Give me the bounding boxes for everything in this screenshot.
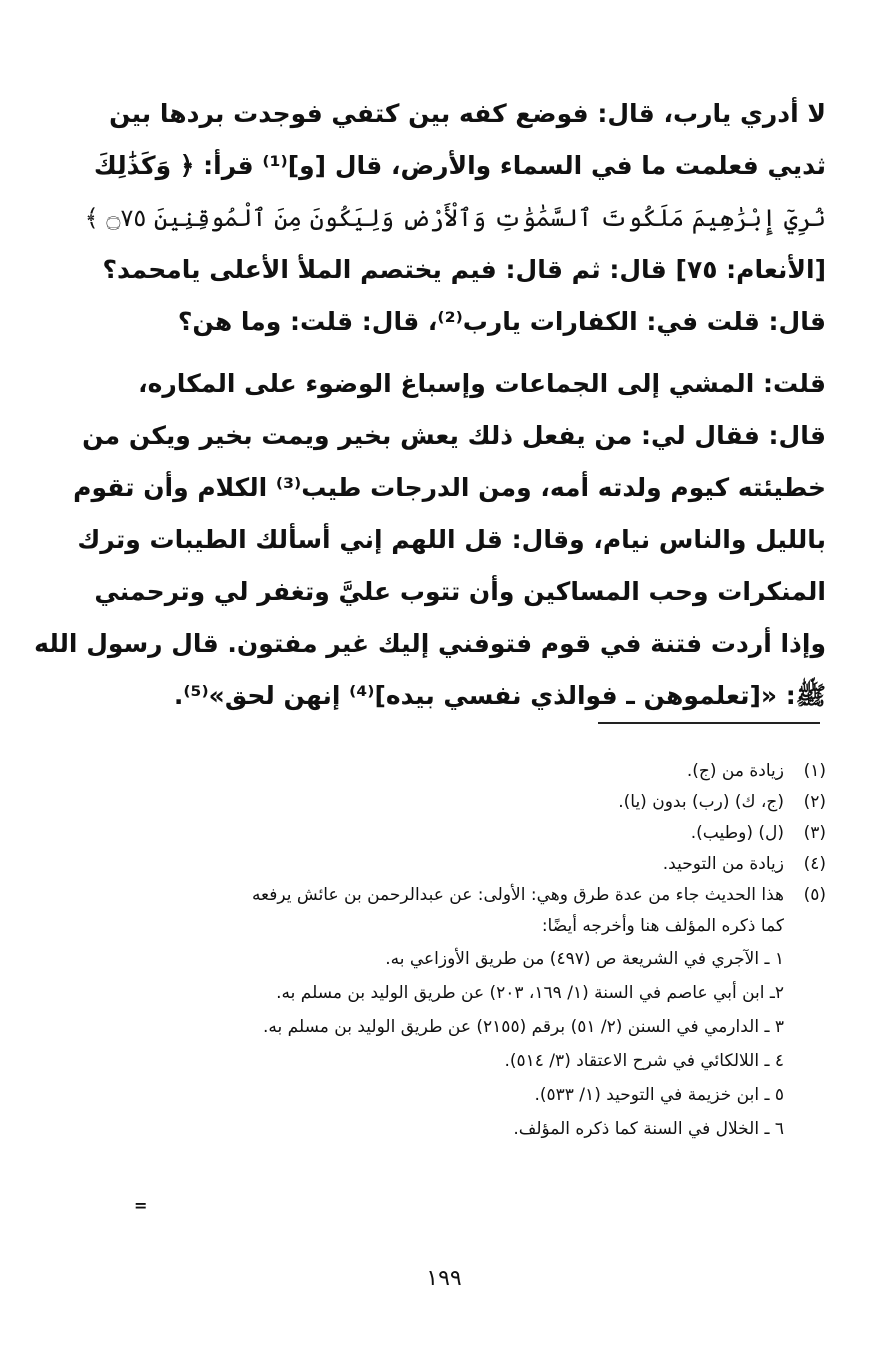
source-item: ١ ـ الآجري في الشريعة ص (٤٩٧) من طريق الأوزاعي به. xyxy=(385,949,784,969)
continuation-mark: = xyxy=(134,1196,148,1215)
page-number: ١٩٩ xyxy=(426,1266,462,1291)
text-line: لا أدري يارب، قال: فوضع كفه بين كتفي فوجدت بردها بين xyxy=(109,99,826,128)
footnote-number: (٣) xyxy=(803,823,826,843)
text-line: وإذا أردت فتنة في قوم فتوفني إليك غير مفتون. قال رسول الله xyxy=(34,629,826,658)
footnote-text: (ل) (وطيب). xyxy=(690,823,784,843)
source-item: ٤ ـ اللالكائي في شرح الاعتقاد (٣/ ٥١٤). xyxy=(504,1051,784,1071)
footnote xyxy=(126,787,826,818)
footnote-number: (٤) xyxy=(803,854,826,874)
footnotes xyxy=(126,756,826,1146)
text-line: ثديي فعلمت ما في السماء والأرض، قال [و]⁽¹⁾ قرأ: ﴿ وَكَذَٰلِكَ xyxy=(93,151,826,180)
footnote xyxy=(126,880,826,942)
text-line: [الأنعام: ٧٥] قال: ثم قال: فيم يختصم الملأ الأعلى يامحمد؟ xyxy=(102,255,826,284)
footnote-text-block xyxy=(126,880,784,942)
source-list xyxy=(126,942,826,1146)
footnote-text: كما ذكره المؤلف هنا وأخرجه أيضًا: xyxy=(541,916,784,936)
paragraph-1 xyxy=(84,88,826,348)
text-line: المنكرات وحب المساكين وأن تتوب عليَّ وتغفر لي وترحمني xyxy=(94,577,826,606)
footnote-number: (٥) xyxy=(803,885,826,905)
source-item: ٦ ـ الخلال في السنة كما ذكره المؤلف. xyxy=(513,1119,784,1139)
text-line: قلت: المشي إلى الجماعات وإسباغ الوضوء على المكاره، xyxy=(138,369,826,398)
footnote-text: زيادة من (ج). xyxy=(686,761,784,781)
footnote-number: (١) xyxy=(803,761,826,781)
source-item: ٥ ـ ابن خزيمة في التوحيد (١/ ٥٣٣). xyxy=(534,1085,784,1105)
footnote xyxy=(126,849,826,880)
footnote-text: (ج، ك) (رب) بدون (يا). xyxy=(618,792,784,812)
footnote-separator xyxy=(598,722,820,724)
text-line: ﷺ: «[تعلموهن ـ فوالذي نفسي بيده]⁽⁴⁾ إنهن لحق»⁽⁵⁾. xyxy=(173,681,826,710)
footnote xyxy=(126,818,826,849)
quran-verse-line: نُرِيٓ إِبْرَٰهِيمَ مَلَكُوتَ ٱلسَّمَٰوَٰتِ وَٱلْأَرْضِ وَلِيَكُونَ مِنَ ٱلْمُوقِنِينَ ۝٧٥ ﴾ xyxy=(84,204,826,232)
footnote-number: (٢) xyxy=(803,792,826,812)
footnote-text: هذا الحديث جاء من عدة طرق وهي: الأولى: عن عبدالرحمن بن عائش يرفعه xyxy=(251,885,784,905)
text-line: بالليل والناس نيام، وقال: قل اللهم إني أسألك الطيبات وترك xyxy=(77,525,826,554)
main-text xyxy=(34,88,826,722)
paragraph-2 xyxy=(34,358,826,722)
footnote-text: زيادة من التوحيد. xyxy=(662,854,784,874)
text-line: قال: قلت في: الكفارات يارب⁽²⁾، قال: قلت: وما هن؟ xyxy=(177,307,826,336)
source-item: ٢ـ ابن أبي عاصم في السنة (١/ ١٦٩، ٢٠٣) عن طريق الوليد بن مسلم به. xyxy=(276,983,784,1003)
text-line: قال: فقال لي: من يفعل ذلك يعش بخير ويمت بخير ويكن من xyxy=(82,421,826,450)
footnote xyxy=(126,756,826,787)
source-item: ٣ ـ الدارمي في السنن (٢/ ٥١) برقم (٢١٥٥) عن طريق الوليد بن مسلم به. xyxy=(263,1017,784,1037)
text-line: خطيئته كيوم ولدته أمه، ومن الدرجات طيب⁽³⁾ الكلام وأن تقوم xyxy=(73,473,826,502)
